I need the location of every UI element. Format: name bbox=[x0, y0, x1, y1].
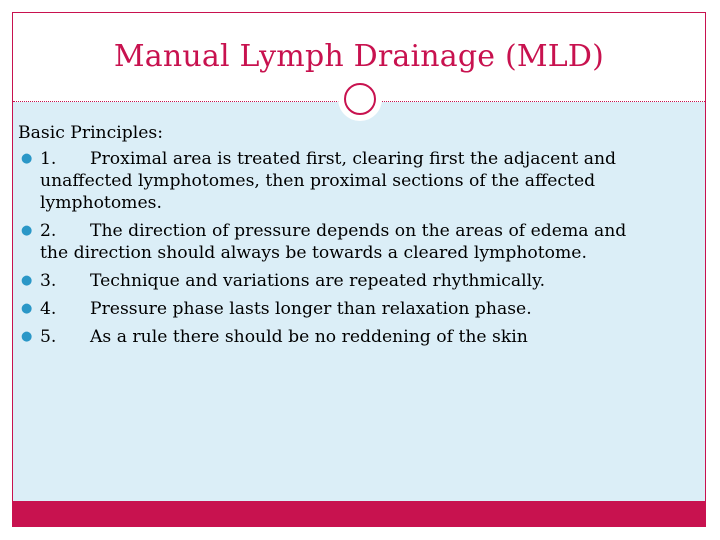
circle-ornament-icon bbox=[338, 77, 382, 121]
bullet-icon: ● bbox=[21, 151, 33, 166]
item-number: 5. bbox=[40, 327, 57, 347]
item-number: 3. bbox=[40, 271, 57, 291]
item-number: 2. bbox=[40, 221, 57, 241]
item-number: 1. bbox=[40, 149, 57, 169]
list-item bbox=[18, 148, 658, 214]
bullet-icon: ● bbox=[21, 329, 33, 344]
item-text: Pressure phase lasts longer than relaxation phase. bbox=[90, 299, 532, 319]
principles-list bbox=[18, 148, 658, 348]
item-text: The direction of pressure depends on the areas of edema and the direction should always be towards a cleared lymphotome. bbox=[40, 221, 627, 263]
bullet-icon: ● bbox=[21, 223, 33, 238]
item-text: As a rule there should be no reddening of the skin bbox=[90, 327, 528, 347]
slide-body bbox=[18, 122, 658, 354]
list-item bbox=[18, 220, 658, 264]
item-text: Technique and variations are repeated rhythmically. bbox=[90, 271, 546, 291]
list-item bbox=[18, 326, 658, 348]
section-heading: Basic Principles: bbox=[18, 123, 164, 143]
item-text: Proximal area is treated first, clearing first the adjacent and unaffected lymphotomes, then proximal sections of the affected lymphotomes. bbox=[40, 149, 617, 213]
bullet-icon: ● bbox=[21, 273, 33, 288]
item-number: 4. bbox=[40, 299, 57, 319]
list-item bbox=[18, 298, 658, 320]
bullet-icon: ● bbox=[21, 301, 33, 316]
ornament-ring bbox=[344, 83, 376, 115]
slide-title: Manual Lymph Drainage (MLD) bbox=[113, 39, 605, 74]
list-item bbox=[18, 270, 658, 292]
footer-bar bbox=[13, 501, 705, 526]
